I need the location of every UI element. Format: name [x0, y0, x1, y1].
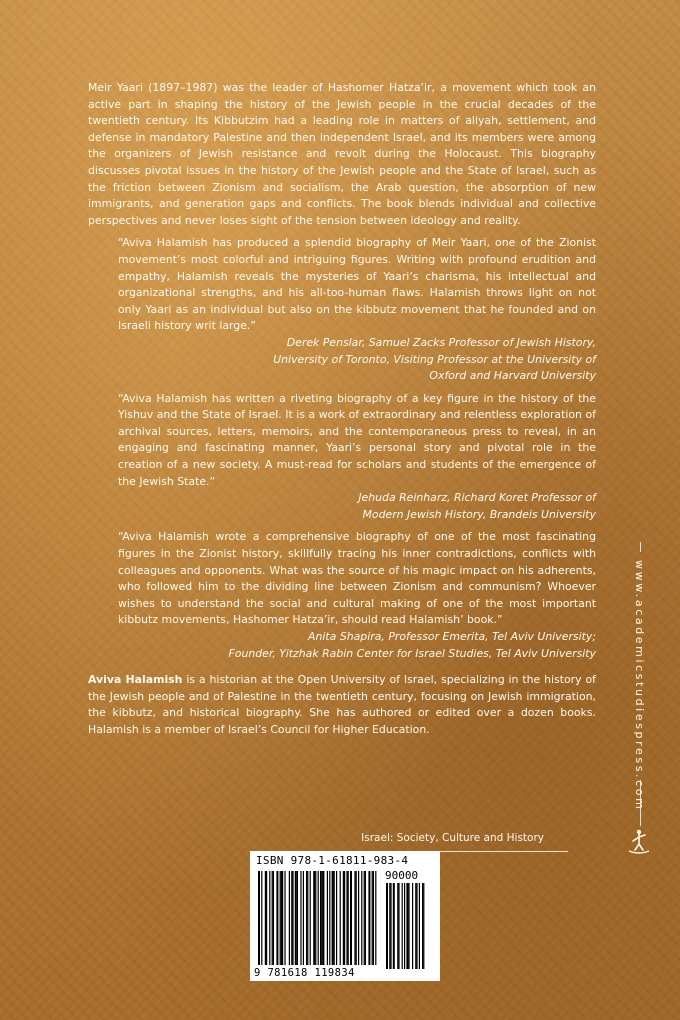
barcode-bar	[375, 871, 376, 965]
barcode-bar	[343, 871, 344, 965]
addon-bar	[423, 883, 424, 969]
barcode-bar	[282, 871, 283, 965]
barcode-bar	[364, 871, 365, 965]
barcode-bar	[361, 871, 362, 965]
publisher-logo-icon	[624, 826, 654, 856]
barcode-bar	[273, 871, 274, 965]
barcode-bar	[284, 871, 285, 965]
addon-bar	[389, 883, 390, 969]
barcode-bar	[265, 871, 266, 965]
endorsement-attribution: Jehuda Reinharz, Richard Koret Professor of Modern Jewish History, Brandeis University	[358, 491, 596, 521]
author-bio	[88, 672, 596, 738]
barcode-bar	[340, 871, 341, 965]
barcode-bar	[276, 871, 278, 965]
barcode-bar	[318, 871, 319, 965]
barcode-bar	[307, 871, 308, 965]
addon-bar	[397, 883, 398, 969]
barcode-bar	[300, 871, 301, 965]
back-cover-text	[88, 80, 596, 739]
barcode-bar	[269, 871, 270, 965]
barcode-bar	[320, 871, 321, 965]
endorsement-text: “Aviva Halamish has written a riveting biography of a key figure in the history of the Yishuv and the State of Israel. It is a work of extraordinary and relentless exploration of archival sources, letters, memoirs, and the contemporaneous press to reveal, in an engaging and fascinating manner, Yaari’s personal story and pivotal role in the creation of a new society. A must-read for scholars and students of the emergence of the Jewish State.”	[118, 391, 596, 488]
barcode-bar	[280, 871, 281, 965]
barcode-bar	[336, 871, 337, 965]
barcode-bar	[313, 871, 315, 965]
barcode-bar	[266, 871, 267, 965]
barcode-bar	[303, 871, 304, 965]
barcode-bar	[350, 871, 352, 965]
addon-bar	[412, 883, 413, 969]
barcode-bar	[297, 871, 298, 965]
barcode-bar	[365, 871, 366, 965]
barcode-bar	[329, 871, 330, 965]
barcode-bar	[306, 871, 307, 965]
barcode-bar	[368, 871, 370, 965]
addon-bar	[393, 883, 395, 969]
endorsement-text: “Aviva Halamish has produced a splendid biography of Meir Yaari, one of the Zionist movement’s most colorful and intriguing figures. Writing with profound erudition and empathy, Halamish reveals the mysteries of Yaari’s charisma, his intellectual and organizational strengths, and his all-too-human flaws. Halamish throws light on not only Yaari as an individual but also on the kibbutz movement that he founded and on Israeli history writ large.”	[118, 236, 596, 333]
publisher-website: www.academicstudiespress.com	[633, 560, 646, 812]
barcode-bar	[372, 871, 373, 965]
barcode-bar	[327, 871, 328, 965]
price-addon-label: 90000	[385, 869, 419, 882]
barcode-bar	[346, 871, 347, 965]
barcode-bar	[281, 871, 282, 965]
addon-bar	[422, 883, 423, 969]
barcode-bar	[356, 871, 357, 965]
addon-bar	[398, 883, 399, 969]
barcode-bar	[332, 871, 334, 965]
endorsement-text: “Aviva Halamish wrote a comprehensive biography of one of the most fascinating figures in the Zionist history, skillfully tracing his inner contradictions, conflicts with colleagues and opponents. What was the source of his magic impact on his adherents, who followed him to the dividing line between Zionism and communism? Whoever wishes to understand the social and cultural making of one of the most important kibbutz movements, Hashomer Hatza’ir, should read Halamish’ book.”	[118, 530, 596, 627]
barcode-bar	[289, 871, 290, 965]
barcode-bar	[334, 871, 335, 965]
endorsement-2	[88, 391, 596, 524]
addon-bar	[419, 883, 420, 969]
author-name: Aviva Halamish	[88, 673, 183, 687]
barcode-bar	[373, 871, 374, 965]
isbn-label: ISBN 978-1-61811-983-4	[256, 854, 409, 867]
addon-bar	[415, 883, 416, 969]
endorsement-1	[88, 235, 596, 384]
barcode-bar	[321, 871, 322, 965]
isbn-barcode	[250, 851, 440, 981]
addon-bar	[406, 883, 408, 969]
addon-bar	[386, 883, 388, 969]
addon-bar	[402, 883, 403, 969]
isbn-digits: 9 781618 119834	[254, 967, 355, 979]
endorsement-attribution: Anita Shapira, Professor Emerita, Tel Aviv University; Founder, Yitzhak Rabin Center for Israel Studies, Tel Aviv University	[228, 630, 596, 660]
barcode-bar	[354, 871, 355, 965]
addon-bar	[390, 883, 391, 969]
barcode-bar	[272, 871, 273, 965]
barcode-bar	[295, 871, 297, 965]
addon-bar	[404, 883, 405, 969]
barcode-bar	[291, 871, 292, 965]
barcode-bars	[250, 851, 440, 981]
barcode-bar	[261, 871, 262, 965]
addon-bar	[416, 883, 417, 969]
barcode-bar	[322, 871, 324, 965]
barcode-bar	[348, 871, 349, 965]
endorsement-attribution: Derek Penslar, Samuel Zacks Professor of Jewish History, University of Toronto, Visiting Professor at the University of Oxford and Harvard University	[273, 335, 596, 383]
barcode-bar	[258, 871, 260, 965]
url-divider-top	[640, 542, 641, 552]
author-bio-text: is a historian at the Open University of Israel, specializing in the history of the Jewish people and of Palestine in the twentieth century, focusing on Jewish immigration, the kibbutz, and historical biography. She has authored or edited over a dozen books. Halamish is a member of Israel’s Council for Higher Education.	[88, 673, 596, 736]
endorsement-3	[88, 529, 596, 662]
series-title: Israel: Society, Culture and History	[361, 832, 544, 844]
barcode-bar	[315, 871, 316, 965]
barcode-bar	[358, 871, 359, 965]
addon-bar	[408, 883, 409, 969]
barcode-bar	[344, 871, 345, 965]
book-description: Meir Yaari (1897–1987) was the leader of Hashomer Hatza’ir, a movement which took an active part in shaping the history of the Jewish people in the crucial decades of the twentieth century. Its Kibbutzim had a leading role in matters of aliyah, settlement, and defense in mandatory Palestine and then independent Israel, and its members were among the organizers of Jewish resistance and revolt during the Holocaust. This biography discusses pivotal issues in the history of the Jewish people and the State of Israel, such as the friction between Zionism and socialism, the Arab question, the absorption of new immigrants, and generation gaps and conflicts. The book blends individual and collective perspectives and never loses sight of the tension between ideology and reality.	[88, 81, 596, 227]
url-divider-bottom	[640, 780, 641, 826]
barcode-bar	[292, 871, 293, 965]
barcode-bar	[310, 871, 311, 965]
